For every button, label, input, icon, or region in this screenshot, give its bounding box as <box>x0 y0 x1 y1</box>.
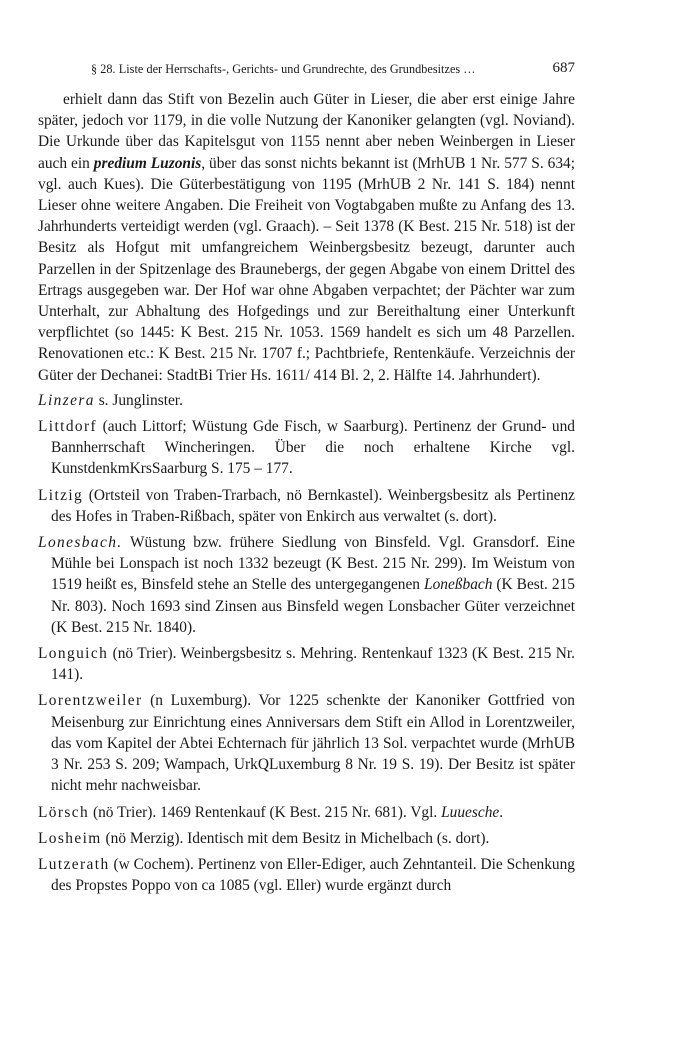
entry-headword: Lonesbach. <box>38 534 123 552</box>
running-title: § 28. Liste der Herrschafts-, Gerichts- und Grundrechte, des Grundbesitzes … <box>91 62 476 76</box>
text-run: erhielt dann das Stift von Bezelin auch Güter in Lieser, die aber erst einige Jahre später, jedoch vor 1179, in die volle Nutzung der Kanoniker gelangten (vgl. Noviand). Die Urkunde über das Kapitelsgut von 1155 nennt aber neben Weinbergen in Lieser auch ein <box>38 91 575 172</box>
entry-text: s. Junglinster. <box>94 391 183 409</box>
emphasis: predium Luzonis <box>93 154 202 172</box>
entry-headword: Longuich <box>38 645 109 663</box>
entry-text: . <box>499 803 504 821</box>
entry-text: (nö Trier). 1469 Rentenkauf (K Best. 215 Nr. 681). Vgl. <box>89 803 442 821</box>
page-number: 687 <box>552 60 575 76</box>
gazetteer-entry <box>38 802 575 823</box>
entry-text: (Ortsteil von Traben-Trarbach, nö Bernkastel). Weinbergsbesitz als Pertinenz des Hofes in Traben-Rißbach, später von Enkirch aus verwaltet (s. dort). <box>51 486 575 525</box>
entry-headword: Lörsch <box>38 803 90 821</box>
running-header <box>91 60 575 80</box>
text-run: , über das sonst nichts bekannt ist (MrhUB 1 Nr. 577 S. 634; vgl. auch Kues). Die Güterbestätigung von 1195 (MrhUB 2 Nr. 141 S. 184) nennt Lieser ohne weitere Angaben. Die Freiheit von Vogtabgaben mußte zu Anfang des 13. Jahrhunderts verteidigt werden (vgl. Graach). – Seit 1378 (K Best. 215 Nr. 518) ist der Besitz als Hofgut mit umfangreichem Weinbergsbesitz bezeugt, darunter auch Parzellen in der Spitzenlage des Braunebergs, der gegen Abgabe von einem Drittel des Ertrags ausgegeben war. Der Hof war ohne Abgaben verpachtet; der Pächter war zum Unterhalt, zur Abhaltung des Hofgedings und zur Bereithaltung einer Unterkunft verpflichtet (so 1445: K Best. 215 Nr. 1053. 1569 handelt es sich um 48 Parzellen. Renovationen etc.: K Best. 215 Nr. 1707 f.; Pachtbriefe, Rentenkäufe. Verzeichnis der Güter der Dechanei: StadtBi Trier Hs. 1611/ 414 Bl. 2, 2. Hälfte 14. Jahrhundert). <box>38 154 575 384</box>
emphasis: Loneßbach <box>424 576 493 594</box>
continued-paragraph <box>38 89 575 386</box>
gazetteer-entry <box>38 416 575 480</box>
gazetteer-entry <box>38 828 575 849</box>
body-text <box>38 89 575 901</box>
entry-text: (w Cochem). Pertinenz von Eller-Ediger, auch Zehntanteil. Die Schenkung des Propstes Poppo von ca 1085 (vgl. Eller) wurde ergänzt durch <box>51 855 575 895</box>
entry-text: Wüstung bzw. frühere Siedlung von Binsfeld. Vgl. Gransdorf. Eine Mühle bei Lonspach ist noch 1332 bezeugt (K Best. 215 Nr. 299). Im Weistum von 1519 heißt es, Binsfeld stehe an Stelle des untergegangenen <box>51 534 575 594</box>
entry-headword: Litzig <box>38 486 84 504</box>
entry-headword: Losheim <box>38 829 102 847</box>
gazetteer-entry <box>38 690 575 796</box>
emphasis: Luuesche <box>441 803 500 821</box>
entry-text: (auch Littorf; Wüstung Gde Fisch, w Saarburg). Pertinenz der Grund- und Bannherrschaft Wincheringen. Über die noch erhaltene Kirche vgl. KunstdenkmKrsSaarburg S. 175 – 177. <box>51 418 575 478</box>
entry-text: (nö Merzig). Identisch mit dem Besitz in Michelbach (s. dort). <box>101 829 490 847</box>
gazetteer-entry <box>38 532 575 638</box>
gazetteer-entry <box>38 485 575 527</box>
entry-headword: Lorentzweiler <box>38 692 143 710</box>
entry-text: (K Best. 215 Nr. 803). Noch 1693 sind Zinsen aus Binsfeld wegen Lonsbacher Güter verzeichnet (K Best. 215 Nr. 1840). <box>51 576 575 636</box>
gazetteer-entry <box>38 390 575 411</box>
entry-text: (nö Trier). Weinbergsbesitz s. Mehring. Rentenkauf 1323 (K Best. 215 Nr. 141). <box>51 645 575 684</box>
gazetteer-entry <box>38 854 575 896</box>
entry-headword: Lutzerath <box>38 855 110 873</box>
gazetteer-entry <box>38 643 575 685</box>
entry-headword: Littdorf <box>38 418 98 436</box>
entry-headword: Linzera <box>38 391 95 409</box>
entry-text: (n Luxemburg). Vor 1225 schenkte der Kanoniker Gottfried von Meisenburg zur Einrichtung eines Anniversars dem Stift ein Allod in Lorentzweiler, das vom Kapitel der Abtei Echternach für jährlich 13 Sol. verpachtet wurde (MrhUB 3 Nr. 253 S. 209; Wampach, UrkQLuxemburg 8 Nr. 19 S. 19). Der Besitz ist später nicht mehr nachweisbar. <box>51 692 575 795</box>
